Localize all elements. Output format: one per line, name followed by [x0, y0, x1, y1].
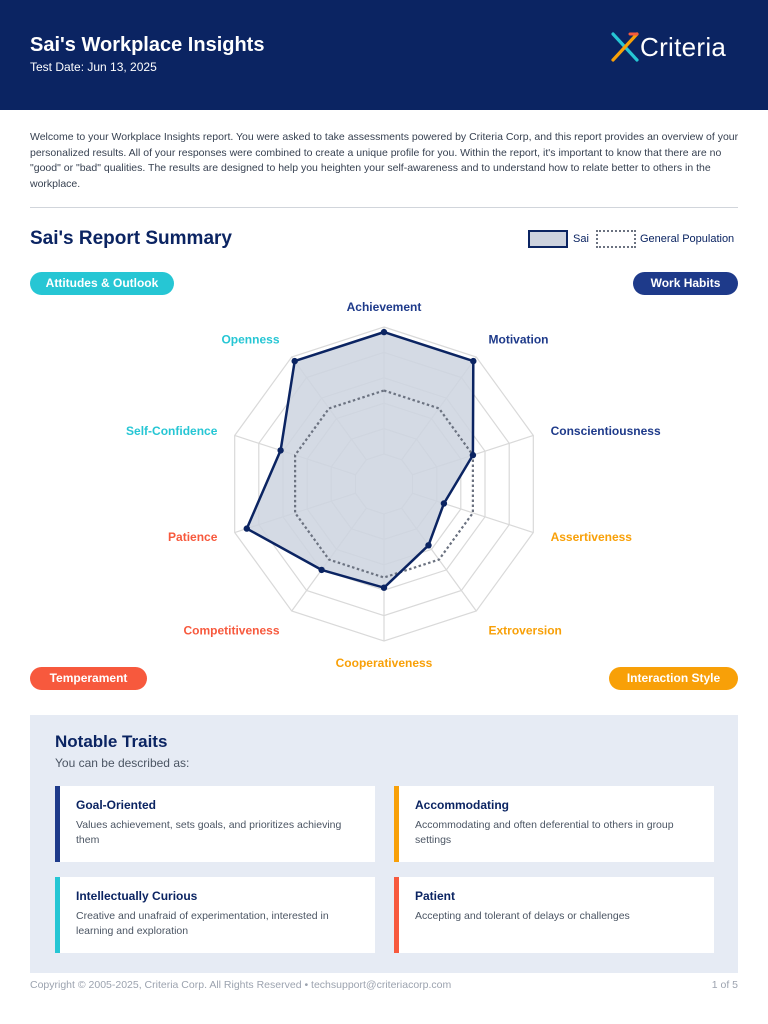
radar-axis-label: Patience — [168, 529, 218, 544]
category-pill-attitudes: Attitudes & Outlook — [30, 272, 174, 295]
footer-copyright: Copyright © 2005-2025, Criteria Corp. All Rights Reserved • techsupport@criteriacorp.com — [30, 979, 452, 991]
trait-description: Creative and unafraid of experimentation, interested in learning and exploration — [76, 910, 329, 937]
radar-series-sai-fill — [247, 332, 473, 588]
category-pill-interaction: Interaction Style — [609, 667, 738, 690]
radar-point-sai — [292, 358, 298, 364]
radar-point-sai — [381, 585, 387, 591]
legend-sai-label: Sai — [573, 233, 589, 245]
trait-description: Values achievement, sets goals, and prioritizes achieving them — [76, 819, 342, 846]
notable-traits-panel — [30, 715, 738, 973]
trait-name: Goal-Oriented — [76, 798, 157, 812]
criteria-logo-text: Criteria — [640, 32, 727, 62]
trait-card — [55, 877, 375, 953]
radar-axis-label: Motivation — [488, 332, 549, 347]
legend-population-label: General Population — [640, 233, 735, 245]
trait-card — [55, 786, 375, 862]
criteria-logo-mark-icon — [610, 30, 640, 64]
report-title: Sai's Workplace Insights — [30, 34, 265, 56]
trait-name: Accommodating — [415, 798, 510, 812]
radar-point-sai — [381, 329, 387, 335]
radar-point-sai — [441, 500, 447, 506]
radar-axis-label: Openness — [221, 332, 280, 347]
section-divider — [30, 207, 738, 208]
radar-axis-label: Extroversion — [488, 623, 562, 638]
radar-axis-label: Assertiveness — [550, 529, 632, 544]
radar-point-sai — [244, 525, 250, 531]
legend-population-swatch — [596, 230, 636, 248]
traits-title: Notable Traits — [55, 732, 168, 751]
radar-axis-label: Achievement — [346, 300, 422, 314]
trait-card — [394, 786, 714, 862]
trait-card — [394, 877, 714, 953]
criteria-logo — [610, 28, 745, 68]
radar-point-sai — [470, 358, 476, 364]
summary-title: Sai's Report Summary — [30, 228, 232, 249]
radar-point-sai — [425, 542, 431, 548]
traits-subtitle: You can be described as: — [55, 756, 190, 770]
test-date: Test Date: Jun 13, 2025 — [30, 60, 157, 74]
radar-chart — [0, 290, 768, 670]
trait-name: Intellectually Curious — [76, 889, 198, 903]
report-header — [0, 0, 768, 110]
page-number: 1 of 5 — [711, 979, 738, 991]
radar-point-sai — [277, 447, 283, 453]
radar-point-sai — [318, 567, 324, 573]
category-pill-work-habits: Work Habits — [633, 272, 738, 295]
radar-axis-label: Competitiveness — [183, 623, 280, 638]
legend-sai-swatch — [528, 230, 568, 248]
trait-description: Accepting and tolerant of delays or challenges — [415, 910, 630, 922]
radar-axis-label: Cooperativeness — [335, 656, 433, 670]
trait-description: Accommodating and often deferential to others in group settings — [415, 819, 674, 846]
radar-axis-label: Conscientiousness — [550, 424, 661, 439]
intro-paragraph: Welcome to your Workplace Insights report. You were asked to take assessments powered by Criteria Corp, and this report provides an overview of your personalized results. All of your responses were combined to create a unique profile for you. Within the report, it's important to know that there are no "good" or "bad" qualities. The results are designed to help you heighten your self-awareness and to understand how to relate better to others in the workplace. — [30, 131, 739, 190]
radar-point-sai — [470, 452, 476, 458]
category-pill-temperament: Temperament — [30, 667, 147, 690]
trait-name: Patient — [415, 889, 456, 903]
radar-axis-label: Self-Confidence — [126, 424, 218, 439]
